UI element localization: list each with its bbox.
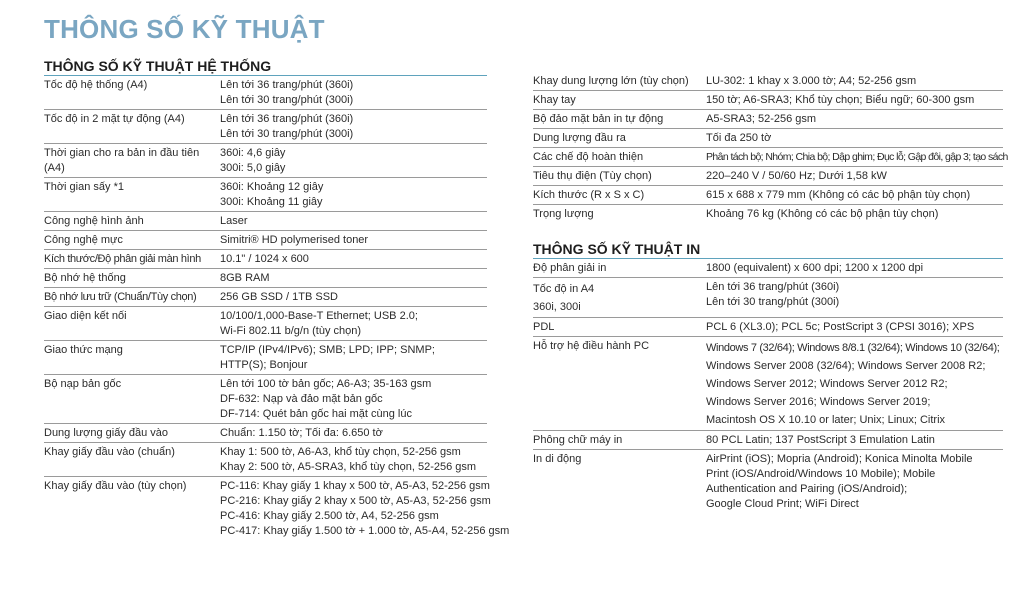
spec-value-line: Chuẩn: 1.150 tờ; Tối đa: 6.650 tờ [220, 427, 383, 439]
spec-value-line: PC-216: Khay giấy 2 khay x 500 tờ, A5-A3, 52-256 gsm [220, 495, 491, 507]
spec-row-print-resolution [533, 259, 1003, 278]
spec-value-line: Lên tới 36 trang/phút (360i) [706, 281, 840, 293]
spec-value-line: Print (iOS/Android/Windows 10 Mobile); Mobile [706, 468, 936, 480]
spec-label: Bộ nhớ lưu trữ (Chuẩn/Tùy chọn) [44, 291, 197, 303]
spec-value [706, 93, 1003, 108]
spec-label: Thời gian cho ra bản in đầu tiên (A4) [44, 147, 200, 174]
spec-label: Khay giấy đầu vào (tùy chọn) [44, 480, 187, 492]
spec-row-interface [44, 307, 487, 341]
spec-value [220, 112, 487, 142]
spec-value-line: DF-632: Nạp và đảo mặt bản gốc [220, 393, 383, 405]
spec-value [220, 309, 487, 339]
spec-value [220, 214, 487, 229]
spec-row-paper-trays-optional [44, 477, 510, 540]
spec-value-line: Tối đa 250 tờ [706, 132, 772, 144]
spec-value-line: 8GB RAM [220, 272, 270, 284]
spec-value-line: TCP/IP (IPv4/IPv6); SMB; LPD; IPP; SNMP; [220, 344, 435, 356]
spec-value-line: Simitri® HD polymerised toner [220, 234, 369, 246]
spec-row-pc-os-support [533, 337, 1003, 431]
spec-row-first-copy-time [44, 144, 487, 178]
spec-row-power-consumption [533, 167, 1003, 186]
spec-label: Tốc độ hệ thống (A4) [44, 79, 148, 91]
spec-value [220, 271, 487, 286]
spec-value-line: 300i: 5,0 giây [220, 162, 286, 174]
spec-value-line: Wi-Fi 802.11 b/g/n (tùy chọn) [220, 325, 362, 337]
spec-value [220, 445, 487, 475]
spec-label: Bộ nạp bản gốc [44, 378, 122, 390]
spec-value-line: Khay 1: 500 tờ, A6-A3, khổ tùy chọn, 52-256 gsm [220, 446, 461, 458]
spec-label: Kích thước (R x S x C) [533, 189, 645, 201]
spec-value-line: Windows Server 2012; Windows Server 2012 R2; [706, 378, 948, 390]
spec-value [706, 188, 1003, 203]
spec-row-auto-duplex [533, 110, 1003, 129]
spec-row-paper-capacity [44, 424, 487, 443]
spec-value-line: DF-714: Quét bản gốc hai mặt cùng lúc [220, 408, 412, 420]
spec-value-line: 10.1" / 1024 x 600 [220, 253, 309, 265]
spec-value [706, 112, 1003, 127]
spec-value [220, 479, 509, 539]
spec-row-printer-fonts [533, 431, 1003, 450]
spec-row-paper-trays-standard [44, 443, 487, 477]
spec-row-warmup-time [44, 178, 487, 212]
spec-label: Giao thức mạng [44, 344, 123, 356]
spec-value-line: 220–240 V / 50/60 Hz; Dưới 1,58 kW [706, 170, 887, 182]
spec-row-finishing-modes [533, 148, 1008, 167]
spec-value-line: Windows Server 2008 (32/64); Windows Server 2008 R2; [706, 360, 986, 372]
spec-label: Kích thước/Độ phân giải màn hình [44, 253, 201, 265]
spec-value-line: PC-416: Khay giấy 2.500 tờ, A4, 52-256 gsm [220, 510, 439, 522]
spec-row-document-feeder [44, 375, 487, 424]
spec-row-toner-tech [44, 231, 487, 250]
spec-label: Tiêu thụ điện (Tùy chọn) [533, 170, 652, 182]
spec-value-line: Lên tới 30 trang/phút (300i) [220, 94, 354, 106]
spec-value-line: Lên tới 100 tờ bản gốc; A6-A3; 35-163 gsm [220, 378, 432, 390]
spec-value-line: 1800 (equivalent) x 600 dpi; 1200 x 1200 dpi [706, 262, 924, 274]
spec-label: Khay tay [533, 94, 576, 106]
spec-label: Hỗ trợ hệ điều hành PC [533, 340, 650, 352]
spec-value-line: Khay 2: 500 tờ, A5-SRA3, khổ tùy chọn, 52-256 gsm [220, 461, 477, 473]
spec-value [706, 150, 1008, 165]
spec-label: Giao diện kết nối [44, 310, 127, 322]
left-column [44, 58, 510, 540]
spec-value [220, 146, 487, 176]
spec-value-line: Lên tới 30 trang/phút (300i) [706, 296, 840, 308]
spec-label: Khay giấy đầu vào (chuẩn) [44, 446, 175, 458]
spec-value-line: PC-417: Khay giấy 1.500 tờ + 1.000 tờ, A5-A4, 52-256 gsm [220, 525, 510, 537]
spec-value-line: 256 GB SSD / 1TB SSD [220, 291, 338, 303]
spec-value [220, 180, 487, 210]
spec-label: Bộ nhớ hệ thống [44, 272, 126, 284]
spec-label: Công nghệ mực [44, 234, 123, 246]
spec-value [706, 339, 1003, 429]
spec-row-pdl [533, 318, 1003, 337]
page-title: THÔNG SỐ KỸ THUẬT [44, 14, 325, 44]
spec-value-line: Lên tới 30 trang/phút (300i) [220, 128, 354, 140]
spec-value [220, 426, 487, 441]
spec-label: Khay dung lượng lớn (tùy chọn) [533, 75, 689, 87]
spec-value-line: Khoảng 76 kg (Không có các bộ phận tùy chọn) [706, 208, 939, 220]
spec-label: Các chế độ hoàn thiện [533, 151, 644, 163]
spec-value [220, 78, 487, 108]
spec-value-line: Lên tới 36 trang/phút (360i) [220, 79, 354, 91]
spec-value-line: Phân tách bộ; Nhóm; Chia bộ; Dập ghim; Đục lỗ; Gập đôi, gập 3; tạo sách [706, 151, 1008, 163]
spec-label: Trọng lượng [533, 208, 594, 220]
spec-value-line: 615 x 688 x 779 mm (Không có các bộ phận tùy chọn) [706, 189, 971, 201]
section-title-system: THÔNG SỐ KỸ THUẬT HỆ THỐNG [44, 58, 487, 76]
spec-label: PDL [533, 321, 555, 333]
spec-value [220, 252, 487, 267]
spec-row-system-speed [44, 76, 487, 110]
spec-row-output-capacity [533, 129, 1003, 148]
spec-value [220, 290, 487, 305]
spec-row-bypass-tray [533, 91, 1003, 110]
spec-row-dimensions [533, 186, 1003, 205]
spec-value [706, 280, 1003, 316]
spec-value [706, 169, 1003, 184]
spec-value [706, 320, 1003, 335]
spec-label: Bộ đảo mặt bản in tự động [533, 113, 664, 125]
spec-row-print-speed [533, 278, 1003, 318]
spec-value-line: LU-302: 1 khay x 3.000 tờ; A4; 52-256 gsm [706, 75, 917, 87]
spec-row-network-protocols [44, 341, 487, 375]
spec-value [706, 74, 1003, 89]
section-title-print: THÔNG SỐ KỸ THUẬT IN [533, 241, 1003, 259]
spec-value-line: A5-SRA3; 52-256 gsm [706, 113, 817, 125]
spec-row-storage [44, 288, 487, 307]
spec-label: Tốc độ in A4 360i, 300i [533, 283, 595, 313]
spec-value [706, 261, 1003, 276]
spec-label: Dung lượng đầu ra [533, 132, 626, 144]
spec-value [220, 233, 487, 248]
spec-value-line: 150 tờ; A6-SRA3; Khổ tùy chọn; Biểu ngữ; 60-300 gsm [706, 94, 975, 106]
spec-value-line: PC-116: Khay giấy 1 khay x 500 tờ, A5-A3, 52-256 gsm [220, 480, 490, 492]
spec-label: Độ phân giải in [533, 262, 607, 274]
spec-value-line: Macintosh OS X 10.10 or later; Unix; Linux; Citrix [706, 414, 946, 426]
spec-value-line: Lên tới 36 trang/phút (360i) [220, 113, 354, 125]
spec-label: Phông chữ máy in [533, 434, 623, 446]
spec-value-line: 80 PCL Latin; 137 PostScript 3 Emulation Latin [706, 434, 935, 446]
spec-row-display [44, 250, 487, 269]
spec-row-weight [533, 205, 1003, 223]
spec-value [706, 452, 1003, 512]
spec-row-duplex-speed [44, 110, 487, 144]
spec-value-line: PCL 6 (XL3.0); PCL 5c; PostScript 3 (CPSI 3016); XPS [706, 321, 975, 333]
spec-row-system-memory [44, 269, 487, 288]
spec-value-line: HTTP(S); Bonjour [220, 359, 308, 371]
spec-label: In di động [533, 453, 582, 465]
spec-value [220, 377, 487, 422]
spec-value-line: Google Cloud Print; WiFi Direct [706, 498, 859, 510]
spec-value [706, 131, 1003, 146]
spec-value [706, 207, 1003, 222]
spec-value-line: Windows Server 2016; Windows Server 2019; [706, 396, 931, 408]
right-column [533, 72, 1008, 513]
spec-value [220, 343, 487, 373]
spec-value-line: Authentication and Pairing (iOS/Android); [706, 483, 908, 495]
spec-row-imaging-tech [44, 212, 487, 231]
spec-value [706, 433, 1003, 448]
spec-value-line: 360i: 4,6 giây [220, 147, 286, 159]
spec-value-line: 300i: Khoảng 11 giây [220, 196, 323, 208]
spec-value-line: Laser [220, 215, 248, 227]
spec-value-line: 10/100/1,000-Base-T Ethernet; USB 2.0; [220, 310, 418, 322]
spec-row-large-capacity-unit [533, 72, 1003, 91]
spec-label: Dung lượng giấy đầu vào [44, 427, 169, 439]
spec-value-line: AirPrint (iOS); Mopria (Android); Konica Minolta Mobile [706, 453, 973, 465]
spec-label: Công nghệ hình ảnh [44, 215, 144, 227]
spec-value-line: Windows 7 (32/64); Windows 8/8.1 (32/64); Windows 10 (32/64); [706, 342, 1000, 354]
spec-value-line: 360i: Khoảng 12 giây [220, 181, 324, 193]
spec-row-mobile-printing [533, 450, 1003, 513]
spec-label: Tốc độ in 2 mặt tự động (A4) [44, 113, 185, 125]
spec-label: Thời gian sấy *1 [44, 181, 124, 193]
